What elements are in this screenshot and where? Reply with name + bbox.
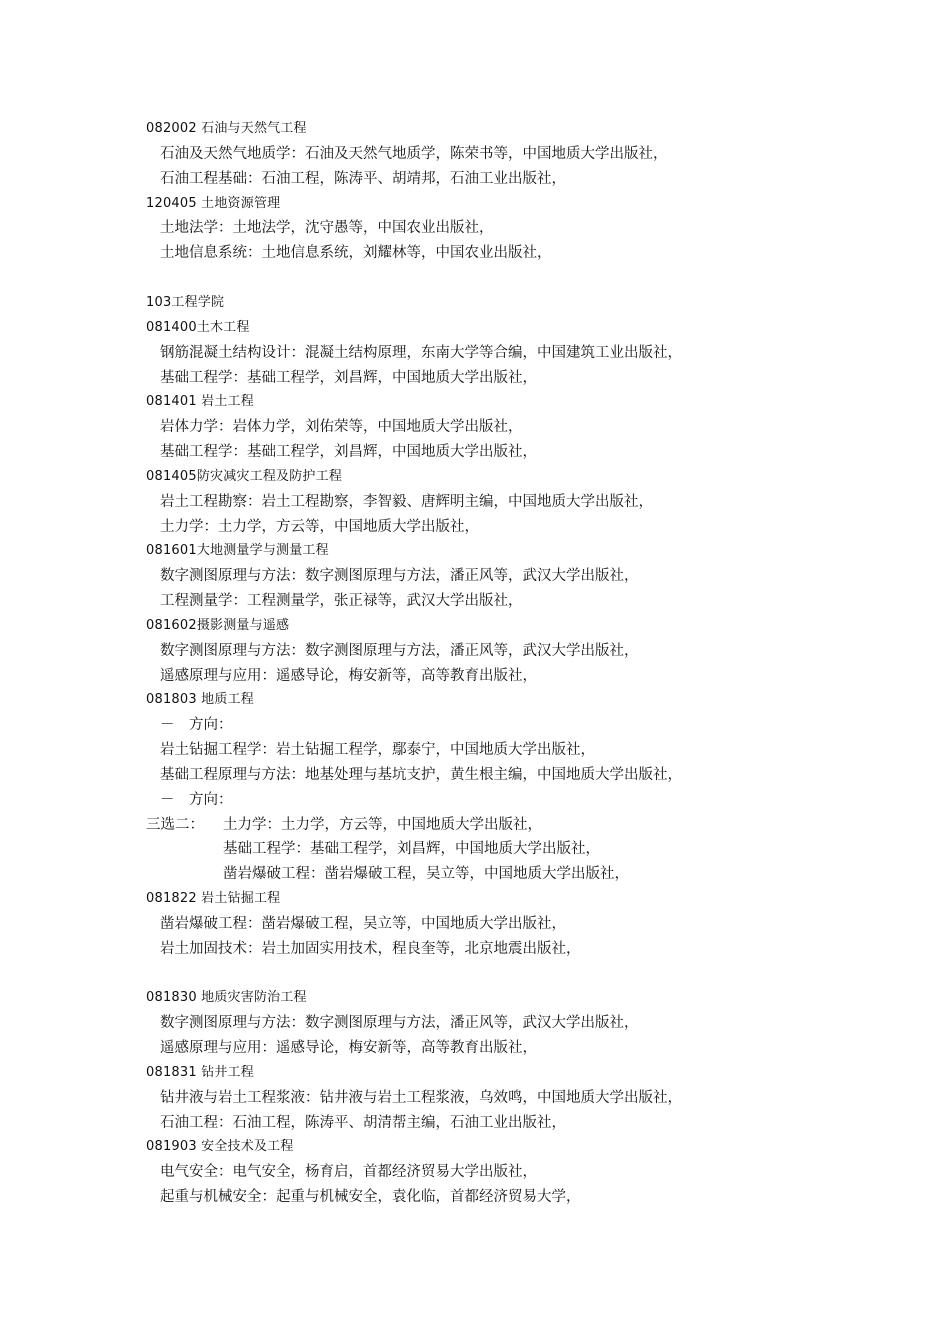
program-code-heading: 081830 地质灾害防治工程 (146, 990, 307, 1005)
course-entry: 遥感原理与应用：遥感导论，梅安新等，高等教育出版社， (160, 668, 537, 684)
course-entry: 石油工程：石油工程，陈涛平、胡清帮主编，石油工业出版社， (160, 1115, 566, 1131)
course-entry: 数字测图原理与方法：数字测图原理与方法，潘正风等，武汉大学出版社， (160, 643, 639, 659)
course-entry: 岩土工程勘察：岩土工程勘察，李智毅、唐辉明主编，中国地质大学出版社， (160, 494, 653, 510)
program-code-heading: 081401 岩土工程 (146, 394, 254, 409)
program-code-heading: 081822 岩土钻掘工程 (146, 891, 281, 906)
course-entry: 数字测图原理与方法：数字测图原理与方法，潘正风等，武汉大学出版社， (160, 1015, 639, 1031)
program-code-heading: 081405防灾减灾工程及防护工程 (146, 469, 343, 484)
program-code-heading: 081803 地质工程 (146, 692, 254, 707)
course-entry: 钻井液与岩土工程浆液：钻井液与岩土工程浆液，乌效鸣，中国地质大学出版社， (160, 1090, 682, 1106)
course-entry: 岩土加固技术：岩土加固实用技术，程良奎等，北京地震出版社， (160, 941, 581, 957)
course-entry: 土力学：土力学，方云等，中国地质大学出版社， (160, 519, 479, 535)
course-entry: 凿岩爆破工程：凿岩爆破工程，吴立等，中国地质大学出版社， (160, 916, 566, 932)
program-code-heading: 081903 安全技术及工程 (146, 1139, 294, 1154)
course-entry: 凿岩爆破工程：凿岩爆破工程，吴立等，中国地质大学出版社， (223, 866, 629, 882)
course-entry: 岩体力学：岩体力学，刘佑荣等，中国地质大学出版社， (160, 419, 523, 435)
choose-two-label: 三选二： (146, 817, 204, 833)
course-entry: 电气安全：电气安全，杨育启，首都经济贸易大学出版社， (160, 1164, 537, 1180)
course-entry: 基础工程学：基础工程学，刘昌辉，中国地质大学出版社， (160, 370, 537, 386)
program-code-heading: 081601大地测量学与测量工程 (146, 543, 329, 558)
school-heading: 103工程学院 (146, 295, 225, 310)
course-entry: 遥感原理与应用：遥感导论，梅安新等，高等教育出版社， (160, 1040, 537, 1056)
course-entry: 土力学：土力学，方云等，中国地质大学出版社， (223, 817, 542, 833)
course-entry: 岩土钻掘工程学：岩土钻掘工程学，鄢泰宁，中国地质大学出版社， (160, 742, 595, 758)
program-code-heading: 082002 石油与天然气工程 (146, 121, 307, 136)
direction-label: － 方向： (160, 717, 233, 733)
course-entry: 数字测图原理与方法：数字测图原理与方法，潘正风等，武汉大学出版社， (160, 568, 639, 584)
course-entry: 石油工程基础：石油工程，陈涛平、胡靖邦，石油工业出版社， (160, 171, 566, 187)
course-entry: 钢筋混凝土结构设计：混凝土结构原理，东南大学等合编，中国建筑工业出版社， (160, 345, 682, 361)
program-code-heading: 081831 钻井工程 (146, 1065, 254, 1080)
course-entry: 基础工程学：基础工程学，刘昌辉，中国地质大学出版社， (223, 841, 600, 857)
course-entry: 工程测量学：工程测量学，张正禄等，武汉大学出版社， (160, 593, 523, 609)
course-entry: 石油及天然气地质学：石油及天然气地质学，陈荣书等，中国地质大学出版社， (160, 146, 668, 162)
program-code-heading: 081602摄影测量与遥感 (146, 618, 290, 633)
course-entry: 起重与机械安全：起重与机械安全，袁化临，首都经济贸易大学， (160, 1189, 581, 1205)
program-code-heading: 081400土木工程 (146, 320, 250, 335)
course-entry: 基础工程原理与方法：地基处理与基坑支护，黄生根主编，中国地质大学出版社， (160, 767, 682, 783)
direction-label: － 方向： (160, 792, 233, 808)
course-entry: 土地法学：土地法学，沈守愚等，中国农业出版社， (160, 220, 494, 236)
course-entry: 基础工程学：基础工程学，刘昌辉，中国地质大学出版社， (160, 444, 537, 460)
course-entry: 土地信息系统：土地信息系统，刘耀林等，中国农业出版社， (160, 245, 552, 261)
program-code-heading: 120405 土地资源管理 (146, 196, 281, 211)
